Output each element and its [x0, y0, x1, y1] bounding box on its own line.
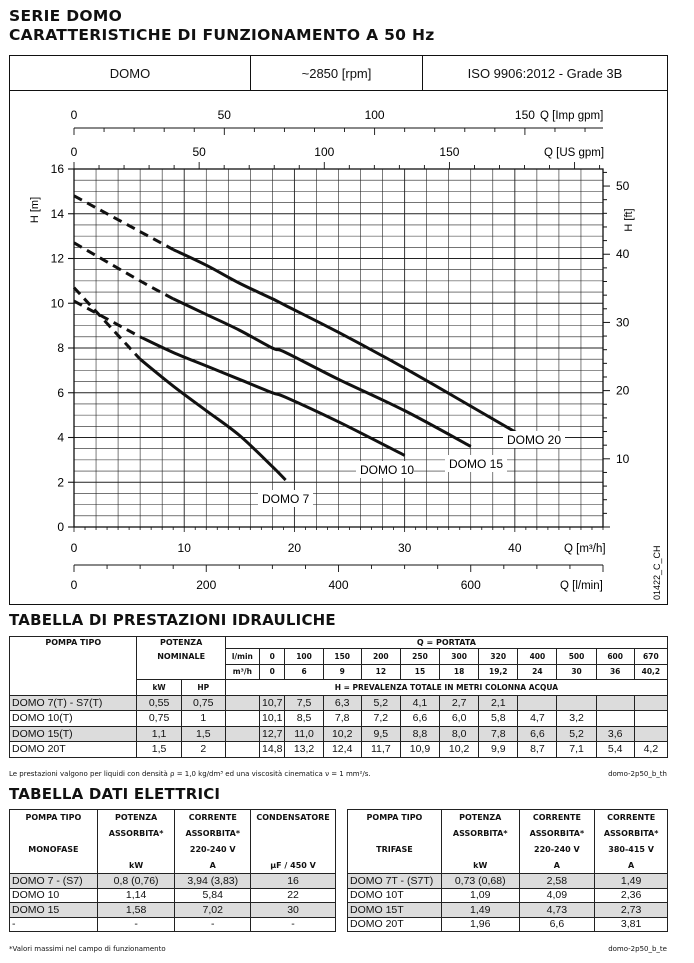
- table-cell: 1,49: [441, 903, 519, 918]
- y2-tick-label: 10: [616, 451, 630, 466]
- table-cell: 8,8: [400, 726, 439, 742]
- header-cell: A: [595, 858, 668, 874]
- x-tick-label: 40: [508, 541, 522, 555]
- table-cell: 8,7: [518, 742, 557, 758]
- table-cell: DOMO 15(T): [10, 726, 137, 742]
- y-tick-label: 2: [57, 475, 64, 490]
- table-cell: 6,3: [323, 695, 361, 711]
- table-cell: [634, 695, 667, 711]
- table-cell: 14,8: [259, 742, 285, 758]
- table-cell: 5,2: [361, 695, 400, 711]
- chart-labels: [29, 108, 662, 600]
- table-cell: -: [97, 917, 175, 932]
- table-cell: 2: [181, 742, 225, 758]
- table-cell: 5,2: [557, 726, 596, 742]
- table-cell: 7,8: [323, 711, 361, 727]
- table-row: [348, 888, 668, 903]
- m3h-cell: 30: [557, 664, 596, 680]
- header-cell: kW: [441, 858, 519, 874]
- y-tick-label: 14: [50, 206, 64, 221]
- lmin-cell: 400: [518, 649, 557, 665]
- y2-tick-label: 20: [616, 383, 630, 398]
- header-cell: [348, 858, 442, 874]
- imp-tick-label: 0: [70, 108, 78, 122]
- col-nominale: NOMINALE: [137, 649, 225, 665]
- curve-domo-15: [173, 299, 471, 447]
- table-cell: 10,1: [259, 711, 285, 727]
- table-cell: DOMO 10(T): [10, 711, 137, 727]
- lmin-cell: 100: [285, 649, 323, 665]
- y2-axis-label: H [ft]: [623, 208, 635, 232]
- table-cell: 2,58: [519, 874, 595, 889]
- table-cell: 13,2: [285, 742, 323, 758]
- m3h-cell: 0: [259, 664, 285, 680]
- curve-domo-20: [173, 250, 517, 433]
- m3h-cell: 6: [285, 664, 323, 680]
- table-row: [348, 874, 668, 889]
- table-cell: DOMO 7T - (S7T): [348, 874, 442, 889]
- m3h-cell: 9: [323, 664, 361, 680]
- table-cell: DOMO 20T: [10, 742, 137, 758]
- y-tick-label: 8: [57, 341, 64, 355]
- table-cell: 5,8: [479, 711, 518, 727]
- lmin-cell: 0: [259, 649, 285, 665]
- table-row: [10, 888, 336, 903]
- table-cell: 11,0: [285, 726, 323, 742]
- table-cell: 2,73: [595, 903, 668, 918]
- m3h-cell: 24: [518, 664, 557, 680]
- y2-tick-label: 40: [616, 247, 630, 262]
- table-cell: 12,7: [259, 726, 285, 742]
- table-cell: 16: [251, 874, 336, 889]
- table-cell: 7,2: [361, 711, 400, 727]
- header-cell: ASSORBITA*: [519, 826, 595, 842]
- lmin-cell: 600: [596, 649, 634, 665]
- table-cell: 9,9: [479, 742, 518, 758]
- lmin-tick-label: 0: [70, 578, 78, 592]
- table-cell: DOMO 20T: [348, 917, 442, 932]
- header-cell: A: [519, 858, 595, 874]
- table-cell: [225, 695, 259, 711]
- table-cell: 10,2: [323, 726, 361, 742]
- table-cell: 1,1: [137, 726, 181, 742]
- imp-axis-label: Q [Imp gpm]: [540, 110, 604, 122]
- imp-tick-label: 100: [364, 108, 385, 122]
- curve-label: DOMO 20: [507, 433, 562, 447]
- table-row: [10, 874, 336, 889]
- hydraulic-title: TABELLA DI PRESTAZIONI IDRAULICHE: [9, 611, 336, 629]
- speed-label: ~2850 [rpm]: [251, 56, 423, 90]
- x-tick-label: 10: [177, 541, 191, 555]
- table-cell: [518, 695, 557, 711]
- table-cell: [557, 695, 596, 711]
- table-cell: [596, 711, 634, 727]
- electric-note: *Valori massimi nel campo di funzionamento: [9, 945, 166, 953]
- header-cell: A: [175, 858, 251, 874]
- table-cell: 12,4: [323, 742, 361, 758]
- us-axis-label: Q [US gpm]: [544, 147, 605, 159]
- lmin-cell: 670: [634, 649, 667, 665]
- mono-table: [9, 809, 336, 932]
- table-cell: 1,5: [181, 726, 225, 742]
- unit-m3h: m³/h: [225, 664, 259, 680]
- header-row: [348, 858, 668, 874]
- imp-tick-label: 150: [514, 108, 535, 122]
- header-row: [348, 826, 668, 842]
- curve-label: DOMO 15: [449, 457, 504, 471]
- table-cell: 5,84: [175, 888, 251, 903]
- table-cell: 11,7: [361, 742, 400, 758]
- table-cell: 0,8 (0,76): [97, 874, 175, 889]
- table-cell: 2,36: [595, 888, 668, 903]
- y2-tick-label: 50: [616, 179, 630, 194]
- header-row: [348, 842, 668, 858]
- table-cell: 4,7: [518, 711, 557, 727]
- table-cell: 22: [251, 888, 336, 903]
- header-cell: [348, 826, 442, 842]
- table-cell: -: [175, 917, 251, 932]
- prevalenza-header: H = PREVALENZA TOTALE IN METRI COLONNA ACQUA: [225, 680, 667, 696]
- table-cell: 8,5: [285, 711, 323, 727]
- table-row: [10, 695, 668, 711]
- table-cell: 4,2: [634, 742, 667, 758]
- x-tick-label: 20: [287, 541, 302, 555]
- curve-label: DOMO 10: [360, 463, 415, 477]
- header-cell: CONDENSATORE: [251, 810, 336, 826]
- unit-hp: HP: [181, 680, 225, 696]
- header-cell: [10, 826, 98, 842]
- header-row: [10, 810, 336, 826]
- lmin-cell: 250: [400, 649, 439, 665]
- hydraulic-note: Le prestazioni valgono per liquidi con densità ρ = 1,0 kg/dm³ ed una viscosità cinematica ν = 1 mm²/s.: [9, 770, 371, 778]
- table-cell: 7,1: [557, 742, 596, 758]
- table-cell: 6,6: [519, 917, 595, 932]
- header-row: [348, 810, 668, 826]
- table-cell: 3,81: [595, 917, 668, 932]
- unit-kw: kW: [137, 680, 181, 696]
- header-cell: CORRENTE: [175, 810, 251, 826]
- header-cell: POMPA TIPO: [10, 810, 98, 826]
- header-cell: ASSORBITA*: [97, 826, 175, 842]
- chart-grid: [74, 169, 603, 527]
- lmin-cell: 200: [361, 649, 400, 665]
- table-cell: 10,7: [259, 695, 285, 711]
- col-potenza: POTENZA: [137, 637, 225, 649]
- us-tick-label: 0: [70, 145, 78, 159]
- hydraulic-code: domo-2p50_b_th: [608, 770, 667, 778]
- table-cell: [596, 695, 634, 711]
- table-cell: 4,73: [519, 903, 595, 918]
- table-cell: 4,1: [400, 695, 439, 711]
- y-tick-label: 10: [50, 296, 64, 311]
- electric-title: TABELLA DATI ELETTRICI: [9, 785, 221, 803]
- m3h-cell: 40,2: [634, 664, 667, 680]
- m3h-cell: 12: [361, 664, 400, 680]
- table-cell: 0,55: [137, 695, 181, 711]
- m3h-cell: 19,2: [479, 664, 518, 680]
- table-cell: 0,75: [137, 711, 181, 727]
- table-row: [10, 726, 668, 742]
- lmin-tick-label: 200: [196, 578, 217, 592]
- table-cell: 10,2: [440, 742, 479, 758]
- table-row: [10, 711, 668, 727]
- header-cell: 380-415 V: [595, 842, 668, 858]
- lmin-axis-label: Q [l/min]: [560, 580, 603, 592]
- y-axis-label: H [m]: [29, 196, 41, 224]
- table-cell: [634, 726, 667, 742]
- table-cell: [225, 711, 259, 727]
- table-cell: 0,73 (0,68): [441, 874, 519, 889]
- header-cell: 220-240 V: [175, 842, 251, 858]
- us-tick-label: 150: [439, 145, 460, 159]
- table-cell: 7,02: [175, 903, 251, 918]
- lmin-cell: 150: [323, 649, 361, 665]
- imp-tick-label: 50: [217, 108, 231, 122]
- table-cell: 1,58: [97, 903, 175, 918]
- standard-label: ISO 9906:2012 - Grade 3B: [467, 65, 623, 81]
- header-row: [10, 826, 336, 842]
- header-cell: MONOFASE: [10, 842, 98, 858]
- x-tick-label: 0: [70, 541, 78, 555]
- hydraulic-table: [9, 636, 668, 758]
- header-cell: ASSORBITA*: [175, 826, 251, 842]
- table-cell: 4,09: [519, 888, 595, 903]
- table-cell: 1,5: [137, 742, 181, 758]
- unit-lmin: l/min: [225, 649, 259, 665]
- us-tick-label: 100: [314, 145, 335, 159]
- header-row: [10, 842, 336, 858]
- table-cell: 3,2: [557, 711, 596, 727]
- lmin-cell: 320: [479, 649, 518, 665]
- header-cell: ASSORBITA*: [441, 826, 519, 842]
- header-cell: TRIFASE: [348, 842, 442, 858]
- y-tick-label: 4: [57, 430, 64, 445]
- table-cell: 2,1: [479, 695, 518, 711]
- table-cell: 1,49: [595, 874, 668, 889]
- table-row: [10, 917, 336, 932]
- page-title: CARATTERISTICHE DI FUNZIONAMENTO A 50 Hz: [9, 26, 435, 44]
- table-cell: 8,0: [440, 726, 479, 742]
- table-row: [348, 903, 668, 918]
- chart-axes: [68, 128, 610, 572]
- table-cell: 5,4: [596, 742, 634, 758]
- table-row: [10, 903, 336, 918]
- table-row: [10, 742, 668, 758]
- table-cell: -: [10, 917, 98, 932]
- table-cell: 9,5: [361, 726, 400, 742]
- curve-dashed-domo-20: [74, 196, 173, 250]
- header-cell: POTENZA: [441, 810, 519, 826]
- table-cell: 7,5: [285, 695, 323, 711]
- curve-dashed-domo-15: [74, 243, 173, 299]
- table-cell: 1,14: [97, 888, 175, 903]
- curve-label: DOMO 7: [262, 492, 310, 506]
- header-cell: [251, 842, 336, 858]
- table-cell: 30: [251, 903, 336, 918]
- lmin-cell: 500: [557, 649, 596, 665]
- header-cell: CORRENTE: [519, 810, 595, 826]
- tri-table: [347, 809, 668, 932]
- table-cell: DOMO 10T: [348, 888, 442, 903]
- header-cell: [97, 842, 175, 858]
- header-cell: kW: [97, 858, 175, 874]
- y-tick-label: 16: [50, 162, 64, 176]
- table-cell: DOMO 7 - (S7): [10, 874, 98, 889]
- header-cell: POTENZA: [97, 810, 175, 826]
- header-cell: POMPA TIPO: [348, 810, 442, 826]
- model-label: DOMO: [10, 56, 251, 90]
- col-portata: Q = PORTATA: [225, 637, 667, 649]
- header-cell: [10, 858, 98, 874]
- header-cell: CORRENTE: [595, 810, 668, 826]
- table-cell: 6,0: [440, 711, 479, 727]
- table-cell: 6,6: [518, 726, 557, 742]
- header-row: [10, 858, 336, 874]
- table-cell: 1,09: [441, 888, 519, 903]
- table-row: [348, 917, 668, 932]
- x-axis-label: Q [m³/h]: [564, 543, 606, 555]
- table-cell: DOMO 15: [10, 903, 98, 918]
- table-cell: DOMO 10: [10, 888, 98, 903]
- table-cell: 3,6: [596, 726, 634, 742]
- y-tick-label: 12: [50, 251, 64, 266]
- lmin-cell: 300: [440, 649, 479, 665]
- series-title: SERIE DOMO: [9, 7, 123, 25]
- table-cell: 7,8: [479, 726, 518, 742]
- header-cell: [251, 826, 336, 842]
- header-cell: ASSORBITA*: [595, 826, 668, 842]
- electric-code: domo-2p50_b_te: [608, 945, 667, 953]
- table-cell: 2,7: [440, 695, 479, 711]
- table-cell: [225, 742, 259, 758]
- curve-dashed-domo-10: [74, 301, 140, 337]
- table-cell: -: [251, 917, 336, 932]
- y-tick-label: 0: [57, 520, 64, 534]
- table-cell: 1,96: [441, 917, 519, 932]
- lmin-tick-label: 600: [460, 578, 481, 592]
- table-cell: 0,75: [181, 695, 225, 711]
- table-cell: DOMO 15T: [348, 903, 442, 918]
- col-pompa: POMPA TIPO: [10, 637, 137, 665]
- m3h-cell: 15: [400, 664, 439, 680]
- header-cell: [441, 842, 519, 858]
- header-cell: µF / 450 V: [251, 858, 336, 874]
- y-tick-label: 6: [57, 385, 64, 400]
- table-cell: DOMO 7(T) - S7(T): [10, 695, 137, 711]
- m3h-cell: 36: [596, 664, 634, 680]
- table-cell: [634, 711, 667, 727]
- table-cell: 3,94 (3,83): [175, 874, 251, 889]
- table-cell: 6,6: [400, 711, 439, 727]
- table-cell: 10,9: [400, 742, 439, 758]
- m3h-cell: 18: [440, 664, 479, 680]
- y2-tick-label: 30: [616, 315, 630, 330]
- chart-code: 01422_C_CH: [652, 545, 662, 600]
- table-cell: 1: [181, 711, 225, 727]
- table-cell: [225, 726, 259, 742]
- header-cell: 220-240 V: [519, 842, 595, 858]
- us-tick-label: 50: [192, 145, 206, 159]
- lmin-tick-label: 400: [328, 578, 349, 592]
- x-tick-label: 30: [397, 541, 412, 555]
